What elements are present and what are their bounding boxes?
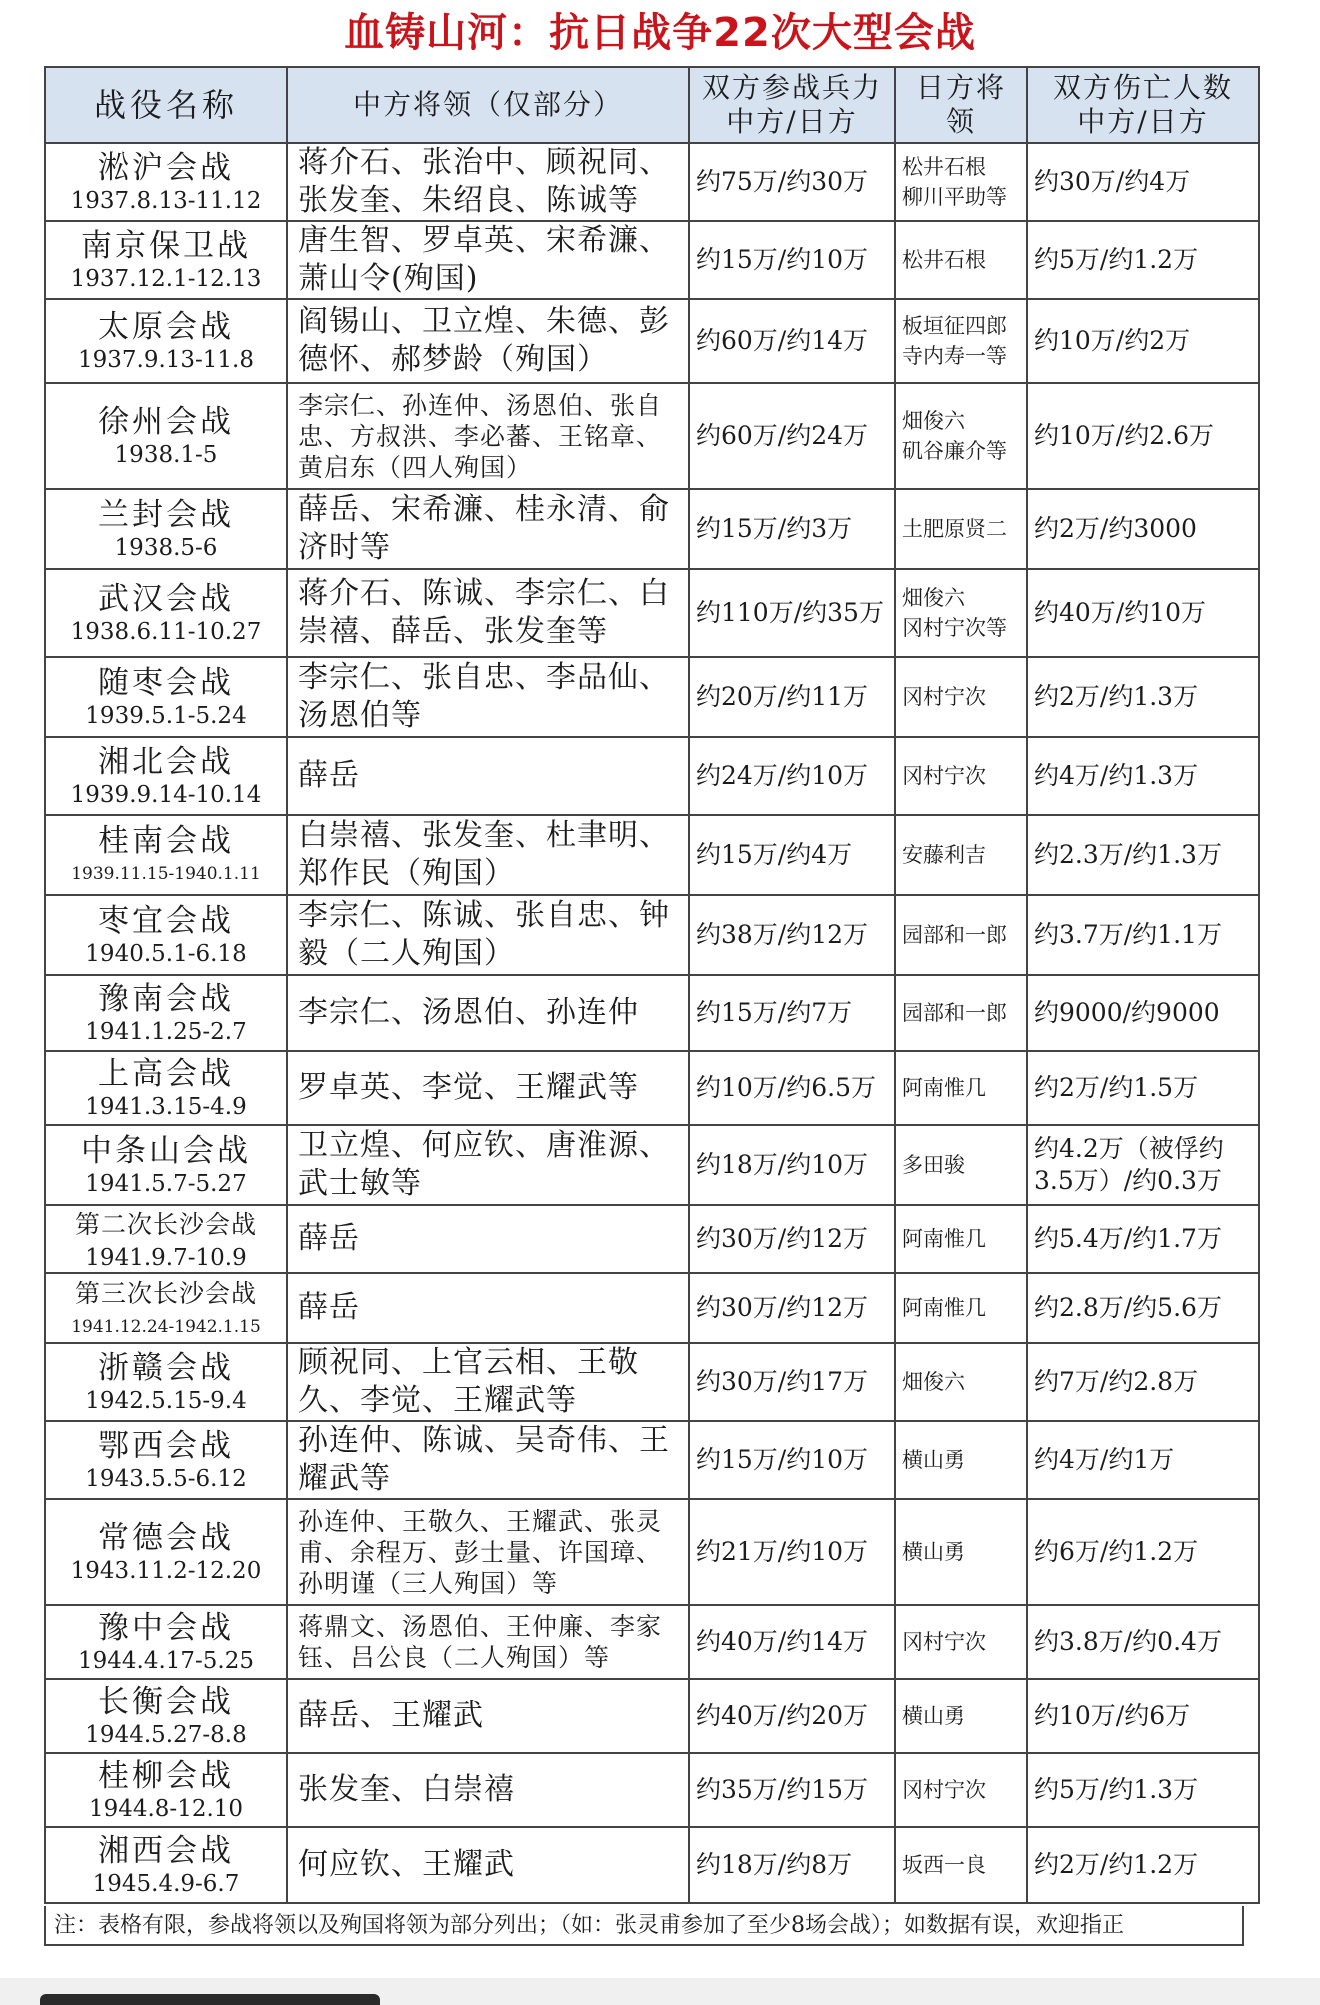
battle-name-cell	[45, 143, 287, 221]
cn-leaders-cell: 薛岳、王耀武	[287, 1679, 689, 1753]
battle-name: 武汉会战	[98, 581, 234, 617]
header-casualties: 双方伤亡人数 中方/日方	[1027, 67, 1259, 143]
table-row	[45, 143, 1259, 221]
table-row	[45, 1125, 1259, 1205]
jp-leaders-cell: 阿南惟几	[895, 1273, 1027, 1343]
cn-leaders-cell: 李宗仁、孙连仲、汤恩伯、张自忠、方叔洪、李必蕃、王铭章、黄启东（四人殉国）	[287, 383, 689, 489]
casualties-cell: 约5.4万/约1.7万	[1027, 1205, 1259, 1273]
battle-name-cell	[45, 1827, 287, 1903]
troops-cell: 约60万/约14万	[689, 299, 895, 383]
table-row	[45, 383, 1259, 489]
table-row	[45, 657, 1259, 737]
battle-name: 第三次长沙会战	[74, 1279, 257, 1308]
troops-cell: 约38万/约12万	[689, 895, 895, 975]
cn-leaders-cell: 孙连仲、王敬久、王耀武、张灵甫、余程万、彭士量、许国璋、孙明谨（三人殉国）等	[287, 1499, 689, 1605]
table-row	[45, 1827, 1259, 1903]
troops-cell: 约15万/约4万	[689, 815, 895, 895]
battle-name: 桂南会战	[98, 823, 234, 859]
casualties-cell: 约10万/约6万	[1027, 1679, 1259, 1753]
jp-leaders-cell: 畑俊六 冈村宁次等	[895, 569, 1027, 657]
battle-name-cell	[45, 815, 287, 895]
battle-date: 1944.8-12.10	[88, 1796, 244, 1822]
jp-leaders-cell: 横山勇	[895, 1421, 1027, 1499]
battle-name-cell	[45, 737, 287, 815]
table-header-row	[45, 67, 1259, 143]
cn-leaders-cell: 罗卓英、李觉、王耀武等	[287, 1051, 689, 1125]
casualties-cell: 约3.7万/约1.1万	[1027, 895, 1259, 975]
casualties-cell: 约10万/约2万	[1027, 299, 1259, 383]
battle-date: 1938.1-5	[114, 442, 218, 468]
battle-name: 太原会战	[98, 309, 234, 345]
troops-cell: 约30万/约12万	[689, 1205, 895, 1273]
troops-cell: 约15万/约7万	[689, 975, 895, 1051]
header-jp-leaders: 日方将领	[895, 67, 1027, 143]
table-row	[45, 1051, 1259, 1125]
casualties-cell: 约2万/约3000	[1027, 489, 1259, 569]
casualties-cell: 约7万/约2.8万	[1027, 1343, 1259, 1421]
casualties-cell: 约2万/约1.5万	[1027, 1051, 1259, 1125]
header-battle: 战役名称	[45, 67, 287, 143]
battle-name: 湘西会战	[98, 1833, 234, 1869]
battle-name-cell	[45, 299, 287, 383]
table-row	[45, 1343, 1259, 1421]
jp-leaders-cell: 冈村宁次	[895, 657, 1027, 737]
battle-date: 1941.1.25-2.7	[85, 1019, 247, 1045]
jp-leaders-cell: 坂西一良	[895, 1827, 1027, 1903]
table-footnote: 注：表格有限，参战将领以及殉国将领为部分列出；（如：张灵甫参加了至少8场会战）；如数据有误，欢迎指正	[44, 1906, 1244, 1946]
table-row	[45, 489, 1259, 569]
jp-leaders-cell: 冈村宁次	[895, 737, 1027, 815]
jp-leaders-cell: 横山勇	[895, 1679, 1027, 1753]
troops-cell: 约40万/约14万	[689, 1605, 895, 1679]
header-cn-leaders: 中方将领（仅部分）	[287, 67, 689, 143]
battle-table-container	[44, 66, 1258, 1946]
battle-date: 1943.11.2-12.20	[70, 1558, 262, 1584]
casualties-cell: 约10万/约2.6万	[1027, 383, 1259, 489]
cn-leaders-cell: 薛岳	[287, 1205, 689, 1273]
battle-name-cell	[45, 489, 287, 569]
troops-cell: 约35万/约15万	[689, 1753, 895, 1827]
battle-name: 湘北会战	[98, 744, 234, 780]
jp-leaders-cell: 畑俊六 矶谷廉介等	[895, 383, 1027, 489]
jp-leaders-cell: 畑俊六	[895, 1343, 1027, 1421]
jp-leaders-cell: 阿南惟几	[895, 1205, 1027, 1273]
jp-leaders-cell: 园部和一郎	[895, 975, 1027, 1051]
battle-name-cell	[45, 569, 287, 657]
jp-leaders-cell: 横山勇	[895, 1499, 1027, 1605]
troops-cell: 约30万/约12万	[689, 1273, 895, 1343]
casualties-cell: 约5万/约1.2万	[1027, 221, 1259, 299]
cn-leaders-cell: 卫立煌、何应钦、唐淮源、武士敏等	[287, 1125, 689, 1205]
battle-name: 第二次长沙会战	[74, 1210, 257, 1239]
cn-leaders-cell: 阎锡山、卫立煌、朱德、彭德怀、郝梦龄（殉国）	[287, 299, 689, 383]
home-indicator[interactable]	[40, 1994, 380, 2005]
table-row	[45, 815, 1259, 895]
battle-name: 中条山会战	[81, 1133, 251, 1169]
casualties-cell: 约6万/约1.2万	[1027, 1499, 1259, 1605]
battle-date: 1937.12.1-12.13	[70, 266, 262, 292]
battle-date: 1938.6.11-10.27	[70, 619, 262, 645]
jp-leaders-cell: 板垣征四郎 寺内寿一等	[895, 299, 1027, 383]
battle-name-cell	[45, 1343, 287, 1421]
battle-date: 1939.11.15-1940.1.11	[71, 864, 261, 884]
cn-leaders-cell: 唐生智、罗卓英、宋希濂、萧山令(殉国)	[287, 221, 689, 299]
table-row	[45, 1753, 1259, 1827]
jp-leaders-cell: 冈村宁次	[895, 1753, 1027, 1827]
casualties-cell: 约2.8万/约5.6万	[1027, 1273, 1259, 1343]
battle-name-cell	[45, 1679, 287, 1753]
battle-date: 1941.5.7-5.27	[85, 1171, 247, 1197]
casualties-cell: 约3.8万/约0.4万	[1027, 1605, 1259, 1679]
battle-name-cell	[45, 1421, 287, 1499]
battle-name-cell	[45, 1753, 287, 1827]
battle-name-cell	[45, 1605, 287, 1679]
battle-name: 兰封会战	[98, 497, 234, 533]
jp-leaders-cell: 安藤利吉	[895, 815, 1027, 895]
battle-date: 1937.8.13-11.12	[70, 188, 262, 214]
troops-cell: 约21万/约10万	[689, 1499, 895, 1605]
jp-leaders-cell: 土肥原贤二	[895, 489, 1027, 569]
troops-cell: 约110万/约35万	[689, 569, 895, 657]
battle-name: 浙赣会战	[98, 1350, 234, 1386]
battle-name: 豫南会战	[98, 981, 234, 1017]
cn-leaders-cell: 孙连仲、陈诚、吴奇伟、王耀武等	[287, 1421, 689, 1499]
battle-table	[44, 66, 1260, 1904]
battle-date: 1944.5.27-8.8	[85, 1722, 247, 1748]
troops-cell: 约24万/约10万	[689, 737, 895, 815]
casualties-cell: 约2万/约1.3万	[1027, 657, 1259, 737]
cn-leaders-cell: 李宗仁、陈诚、张自忠、钟毅（二人殉国）	[287, 895, 689, 975]
battle-name-cell	[45, 895, 287, 975]
casualties-cell: 约5万/约1.3万	[1027, 1753, 1259, 1827]
cn-leaders-cell: 何应钦、王耀武	[287, 1827, 689, 1903]
jp-leaders-cell: 园部和一郎	[895, 895, 1027, 975]
troops-cell: 约15万/约10万	[689, 221, 895, 299]
battle-date: 1938.5-6	[114, 535, 218, 561]
table-row	[45, 1679, 1259, 1753]
troops-cell: 约30万/约17万	[689, 1343, 895, 1421]
table-row	[45, 299, 1259, 383]
table-row	[45, 737, 1259, 815]
battle-name-cell	[45, 1125, 287, 1205]
page-title: 血铸山河：抗日战争22次大型会战	[344, 10, 976, 56]
battle-name-cell	[45, 1051, 287, 1125]
cn-leaders-cell: 薛岳	[287, 737, 689, 815]
troops-cell: 约15万/约10万	[689, 1421, 895, 1499]
cn-leaders-cell: 张发奎、白崇禧	[287, 1753, 689, 1827]
casualties-cell: 约4.2万（被俘约3.5万）/约0.3万	[1027, 1125, 1259, 1205]
casualties-cell: 约2万/约1.2万	[1027, 1827, 1259, 1903]
table-row	[45, 221, 1259, 299]
battle-date: 1942.5.15-9.4	[85, 1388, 247, 1414]
battle-name: 常德会战	[98, 1520, 234, 1556]
battle-name-cell	[45, 1205, 287, 1273]
cn-leaders-cell: 李宗仁、汤恩伯、孙连仲	[287, 975, 689, 1051]
battle-name: 长衡会战	[98, 1684, 234, 1720]
battle-date: 1943.5.5-6.12	[85, 1466, 247, 1492]
troops-cell: 约20万/约11万	[689, 657, 895, 737]
battle-date: 1941.3.15-4.9	[85, 1094, 247, 1120]
battle-name-cell	[45, 657, 287, 737]
battle-name: 上高会战	[98, 1056, 234, 1092]
casualties-cell: 约9000/约9000	[1027, 975, 1259, 1051]
jp-leaders-cell: 阿南惟几	[895, 1051, 1027, 1125]
battle-date: 1941.12.24-1942.1.15	[71, 1317, 261, 1337]
troops-cell: 约18万/约8万	[689, 1827, 895, 1903]
battle-date: 1937.9.13-11.8	[77, 347, 255, 373]
troops-cell: 约75万/约30万	[689, 143, 895, 221]
cn-leaders-cell: 蒋鼎文、汤恩伯、王仲廉、李家钰、吕公良（二人殉国）等	[287, 1605, 689, 1679]
header-troops: 双方参战兵力 中方/日方	[689, 67, 895, 143]
casualties-cell: 约4万/约1万	[1027, 1421, 1259, 1499]
jp-leaders-cell: 冈村宁次	[895, 1605, 1027, 1679]
battle-date: 1945.4.9-6.7	[92, 1871, 240, 1897]
battle-date: 1944.4.17-5.25	[77, 1648, 255, 1674]
table-row	[45, 1421, 1259, 1499]
battle-name: 徐州会战	[98, 404, 234, 440]
troops-cell: 约40万/约20万	[689, 1679, 895, 1753]
troops-cell: 约15万/约3万	[689, 489, 895, 569]
battle-name-cell	[45, 1499, 287, 1605]
troops-cell: 约18万/约10万	[689, 1125, 895, 1205]
table-row	[45, 895, 1259, 975]
battle-date: 1939.9.14-10.14	[70, 782, 262, 808]
cn-leaders-cell: 蒋介石、陈诚、李宗仁、白崇禧、薛岳、张发奎等	[287, 569, 689, 657]
cn-leaders-cell: 薛岳	[287, 1273, 689, 1343]
battle-name: 淞沪会战	[98, 150, 234, 186]
casualties-cell: 约2.3万/约1.3万	[1027, 815, 1259, 895]
casualties-cell: 约4万/约1.3万	[1027, 737, 1259, 815]
battle-name-cell	[45, 221, 287, 299]
battle-name: 随枣会战	[98, 665, 234, 701]
battle-name-cell	[45, 1273, 287, 1343]
jp-leaders-cell: 松井石根 柳川平助等	[895, 143, 1027, 221]
cn-leaders-cell: 蒋介石、张治中、顾祝同、张发奎、朱绍良、陈诚等	[287, 143, 689, 221]
battle-name: 鄂西会战	[98, 1428, 234, 1464]
troops-cell: 约60万/约24万	[689, 383, 895, 489]
table-row	[45, 1205, 1259, 1273]
casualties-cell: 约40万/约10万	[1027, 569, 1259, 657]
battle-name: 枣宜会战	[98, 903, 234, 939]
table-row	[45, 975, 1259, 1051]
table-row	[45, 1499, 1259, 1605]
casualties-cell: 约30万/约4万	[1027, 143, 1259, 221]
battle-name-cell	[45, 383, 287, 489]
table-row	[45, 1605, 1259, 1679]
battle-date: 1940.5.1-6.18	[85, 941, 247, 967]
battle-name: 南京保卫战	[81, 228, 251, 264]
battle-name: 豫中会战	[98, 1610, 234, 1646]
cn-leaders-cell: 白崇禧、张发奎、杜聿明、郑作民（殉国）	[287, 815, 689, 895]
cn-leaders-cell: 李宗仁、张自忠、李品仙、汤恩伯等	[287, 657, 689, 737]
cn-leaders-cell: 薛岳、宋希濂、桂永清、俞济时等	[287, 489, 689, 569]
battle-date: 1941.9.7-10.9	[85, 1245, 247, 1271]
battle-name-cell	[45, 975, 287, 1051]
jp-leaders-cell: 多田骏	[895, 1125, 1027, 1205]
battle-date: 1939.5.1-5.24	[85, 703, 247, 729]
table-row	[45, 1273, 1259, 1343]
battle-name: 桂柳会战	[98, 1758, 234, 1794]
troops-cell: 约10万/约6.5万	[689, 1051, 895, 1125]
cn-leaders-cell: 顾祝同、上官云相、王敬久、李觉、王耀武等	[287, 1343, 689, 1421]
table-row	[45, 569, 1259, 657]
jp-leaders-cell: 松井石根	[895, 221, 1027, 299]
